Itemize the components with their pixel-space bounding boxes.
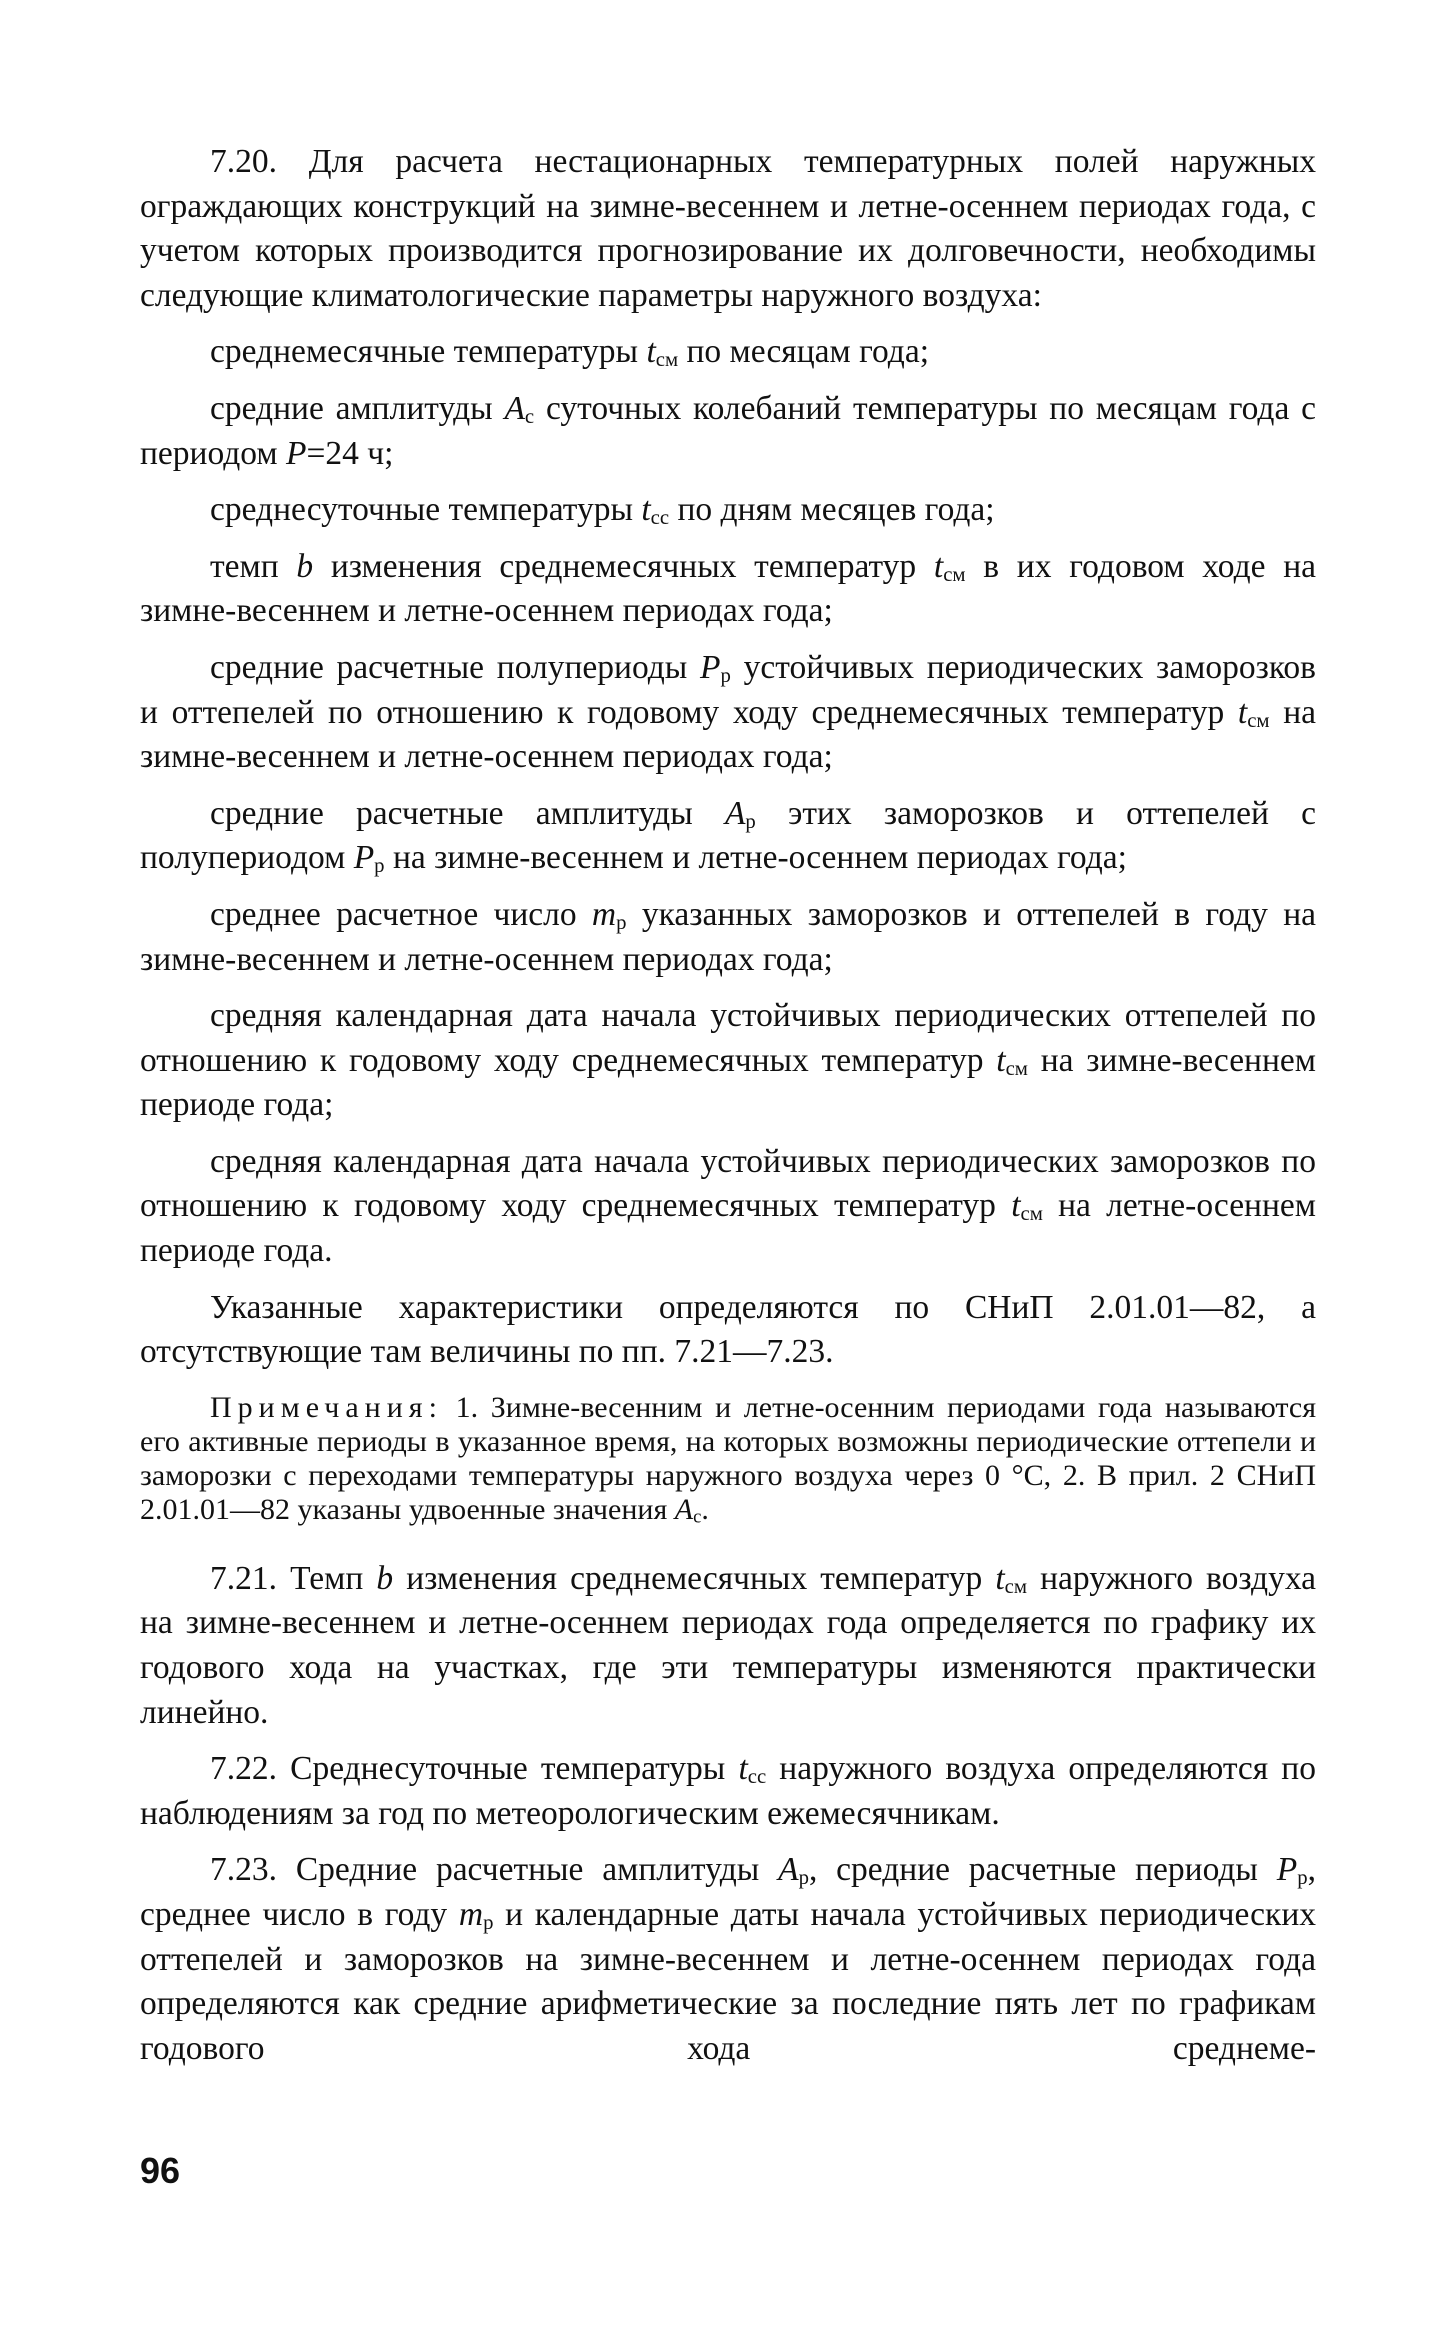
paragraph-7-21: 7.21. Темп b изменения среднемесячных температур $t_{см}$ наружного воздуха на зимне-весеннем и летне-осеннем периодах года определяется по графику их годового хода на участках, где эти температуры изменяются практически линейно. bbox=[140, 1559, 1316, 1731]
list-item: средние расчетные полупериоды $P_р$ устойчивых периодических заморозков и оттепелей по отношению к годовому ходу среднемесячных температур $t_{см}$ на зимне-весеннем и летне-осеннем периодах года; bbox=[140, 648, 1316, 776]
list-item: среднее расчетное число $m_р$ указанных заморозков и оттепелей в году на зимне-весеннем и летне-осеннем периодах года; bbox=[140, 895, 1316, 978]
summary-paragraph: Указанные характеристики определяются по СНиП 2.01.01—82, а отсутствующие там величины по пп. 7.21—7.23. bbox=[140, 1288, 1316, 1371]
paragraph-7-22: 7.22. Среднесуточные температуры $t_{сс}$ наружного воздуха определяются по наблюдениям за год по метеорологическим ежемесячникам. bbox=[140, 1750, 1316, 1832]
notes-label: Примечания: bbox=[210, 1390, 443, 1424]
list-item: средние расчетные амплитуды $A_р$ этих заморозков и оттепелей с полупериодом $P_р$ на зимне-весеннем и летне-осеннем периодах года; bbox=[140, 794, 1316, 878]
list-item: средняя календарная дата начала устойчивых периодических заморозков по отношению к годовому ходу среднемесячных температур $t_{см}$ на летне-осеннем периоде года. bbox=[140, 1142, 1316, 1270]
notes-paragraph: Примечания: 1. Зимне-весенним и летне-осенним периодами года называются его активные периоды в указанное время, на которых возможны периодические оттепели и заморозки с переходами температуры наружного воздуха через 0 °С, 2. В прил. 2 СНиП 2.01.01—82 указаны удвоенные значения $A_с$. bbox=[140, 1390, 1316, 1528]
paragraph-7-23: 7.23. Средние расчетные амплитуды $A_р$, средние расчетные периоды $P_р$, среднее число в году $m_р$ и календарные даты начала устойчивых периодических оттепелей и заморозков на зимне-весеннем и летне-осеннем периодах года определяются как средние арифметические за последние пять лет по графикам годового хода среднеме- bbox=[140, 1851, 1317, 2067]
list-item: темп b изменения среднемесячных температур $t_{см}$ в их годовом ходе на зимне-весеннем и летне-осеннем периодах года; bbox=[140, 547, 1316, 630]
list-item: средние амплитуды $A_с$ суточных колебаний температуры по месяцам года с периодом P=24 ч; bbox=[140, 389, 1316, 472]
list-item: средняя календарная дата начала устойчивых периодических оттепелей по отношению к годовому ходу среднемесячных температур $t_{см}$ на зимне-весеннем периоде года; bbox=[140, 997, 1316, 1124]
paragraph-7-20-intro: 7.20. Для расчета нестационарных температурных полей наружных ограждающих конструкций на зимне-весеннем и летне-осеннем периодах года, с учетом которых производится прогнозирование их долговечности, необходимы следующие климатологические параметры наружного воздуха: bbox=[140, 143, 1316, 314]
list-item: среднемесячные температуры $t_{см}$ по месяцам года; bbox=[210, 333, 929, 372]
list-item: среднесуточные температуры $t_{сс}$ по дням месяцев года; bbox=[210, 491, 995, 530]
page-number: 96 bbox=[140, 2150, 181, 2191]
